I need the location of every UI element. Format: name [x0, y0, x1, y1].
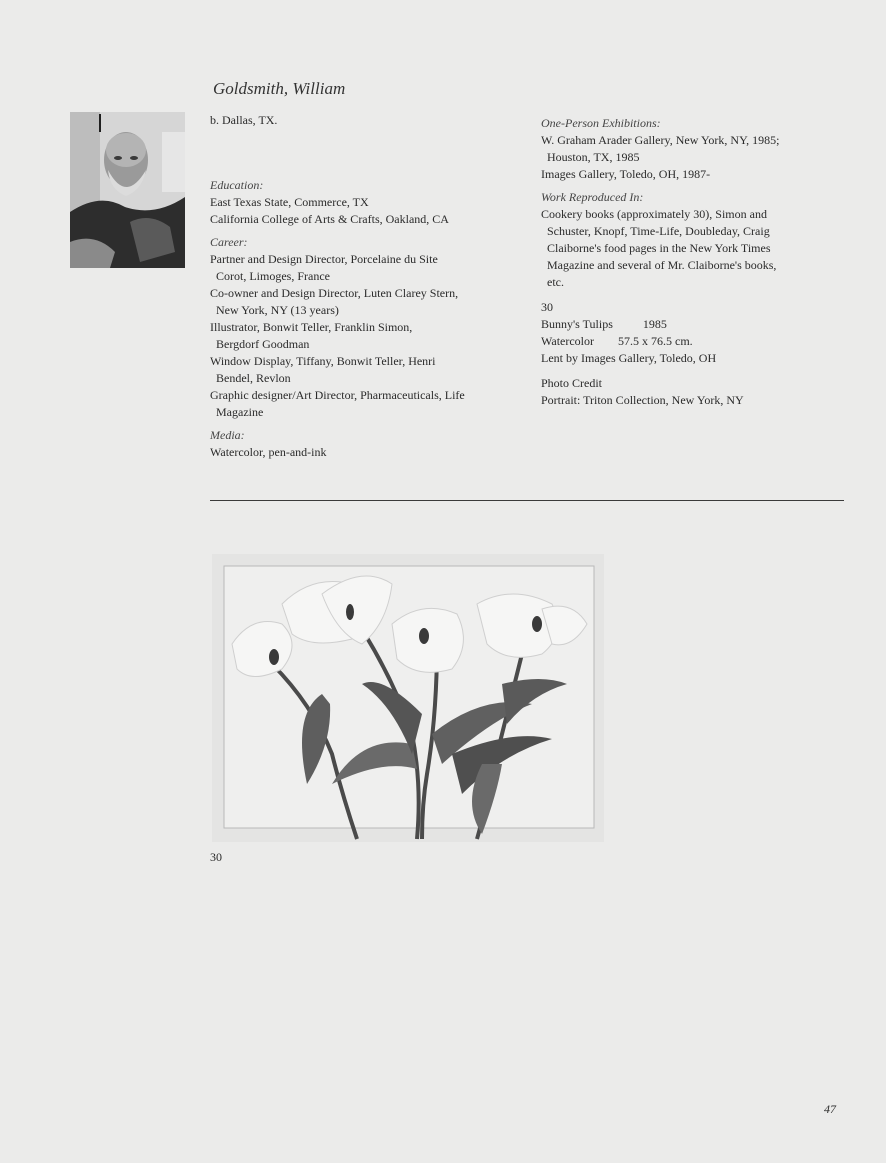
exhibition-item-continued: Houston, TX, 1985 [547, 150, 640, 164]
biography-column [210, 112, 510, 461]
media-heading: Media: [210, 428, 245, 442]
reproduced-text: Claiborne's food pages in the New York Times [547, 241, 771, 255]
career-item: Co-owner and Design Director, Luten Clarey Stern, [210, 286, 459, 300]
reproduced-heading: Work Reproduced In: [541, 190, 644, 204]
work-year: 1985 [642, 317, 667, 331]
exhibitions-column [541, 115, 841, 409]
lender-credit: Lent by Images Gallery, Toledo, OH [541, 351, 717, 365]
photo-credit-text: Portrait: Triton Collection, New York, NY [541, 393, 744, 407]
career-item-continued: Magazine [216, 405, 264, 419]
work-title-line [541, 316, 841, 333]
work-medium-line [541, 333, 841, 350]
career-item: Graphic designer/Art Director, Pharmaceuticals, Life [210, 388, 465, 402]
artist-portrait-photo [70, 112, 185, 268]
photo-credit-heading: Photo Credit [541, 376, 603, 390]
birth-place: b. Dallas, TX. [210, 113, 278, 127]
career-item-continued: New York, NY (13 years) [216, 303, 339, 317]
exhibition-item: Images Gallery, Toledo, OH, 1987- [541, 167, 711, 181]
career-item: Window Display, Tiffany, Bonwit Teller, Henri [210, 354, 436, 368]
artwork-image-tulips [212, 554, 604, 842]
artist-name: Goldsmith, William [213, 79, 346, 98]
work-title: Bunny's Tulips [541, 317, 613, 331]
reproduced-text: Cookery books (approximately 30), Simon and [541, 207, 767, 221]
career-item: Illustrator, Bonwit Teller, Franklin Simon, [210, 320, 413, 334]
career-heading: Career: [210, 235, 248, 249]
career-item-continued: Corot, Limoges, France [216, 269, 330, 283]
career-item-continued: Bendel, Revlon [216, 371, 291, 385]
career-item: Partner and Design Director, Porcelaine du Site [210, 252, 438, 266]
education-item: California College of Arts & Crafts, Oakland, CA [210, 212, 449, 226]
section-divider [210, 500, 844, 501]
page-number: 47 [824, 1102, 836, 1116]
education-item: East Texas State, Commerce, TX [210, 195, 369, 209]
figure-number: 30 [210, 850, 222, 864]
media-text: Watercolor, pen-and-ink [210, 445, 327, 459]
reproduced-text: Schuster, Knopf, Time-Life, Doubleday, Craig [547, 224, 770, 238]
reproduced-text: etc. [547, 275, 564, 289]
education-heading: Education: [210, 178, 264, 192]
portrait-image [70, 112, 185, 268]
reproduced-text: Magazine and several of Mr. Claiborne's books, [547, 258, 777, 272]
work-medium: Watercolor [541, 334, 595, 348]
exhibitions-heading: One-Person Exhibitions: [541, 116, 661, 130]
entry-number: 30 [541, 300, 553, 314]
work-size: 57.5 x 76.5 cm. [618, 334, 693, 348]
exhibition-item: W. Graham Arader Gallery, New York, NY, 1985; [541, 133, 780, 147]
career-item-continued: Bergdorf Goodman [216, 337, 310, 351]
tulip-watercolor-illustration [212, 554, 604, 842]
